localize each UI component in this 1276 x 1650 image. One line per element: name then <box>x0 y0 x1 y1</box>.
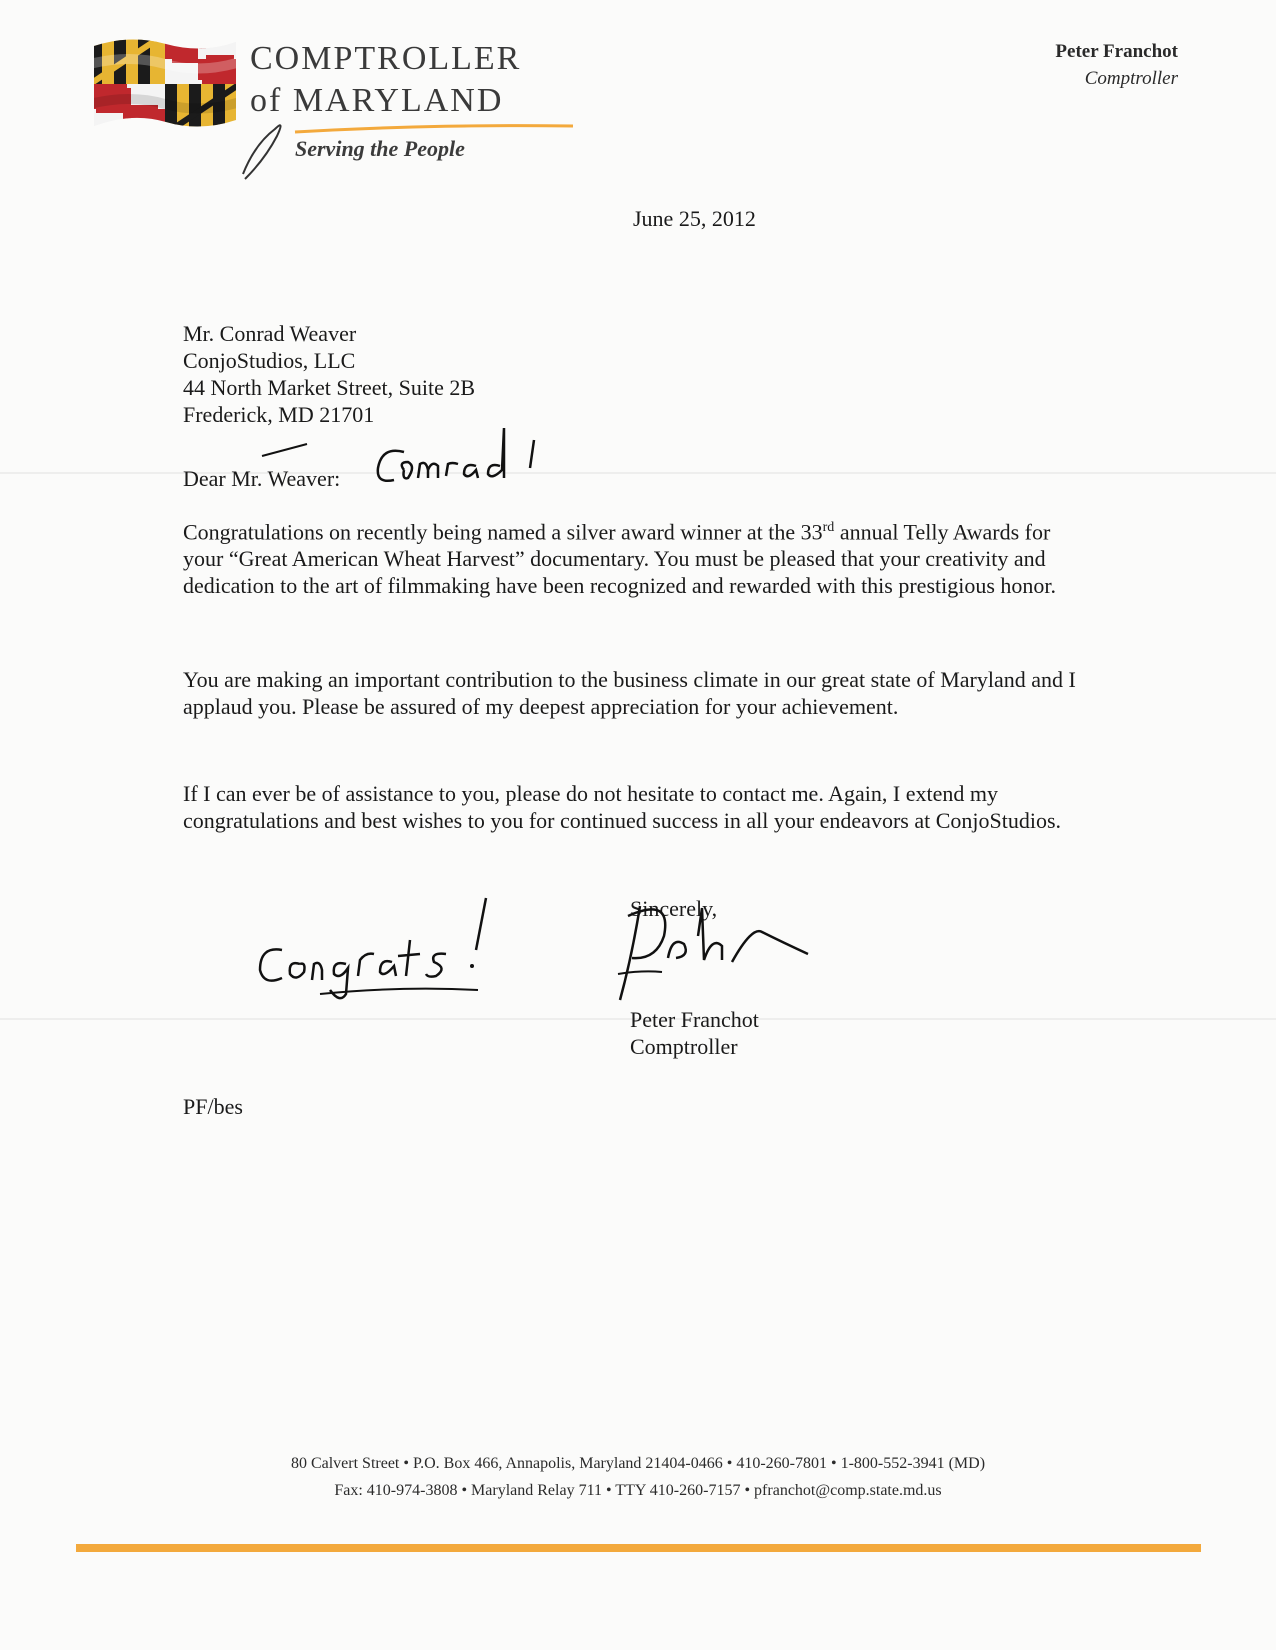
salutation: Dear Mr. Weaver: <box>183 466 341 491</box>
signer-block <box>630 1006 759 1060</box>
paragraph-2: You are making an important contribution to the business climate in our great state of Maryland and I applaud you. Please be assured of my deepest appreciation for your achievement. <box>183 667 1076 719</box>
reference-initials: PF/bes <box>183 1094 243 1119</box>
logo-title-line2: of MARYLAND <box>250 82 504 119</box>
recipient-name: Mr. Conrad Weaver <box>183 321 357 346</box>
maryland-flag-icon <box>90 34 240 134</box>
ordinal-suffix: rd <box>822 520 835 535</box>
paragraph-1-start: Congratulations on recently being named a silver award winner at the 33 <box>183 519 823 545</box>
recipient-street: 44 North Market Street, Suite 2B <box>183 375 476 400</box>
recipient-address <box>183 320 475 428</box>
recipient-company: ConjoStudios, LLC <box>183 348 356 373</box>
handwritten-congrats <box>250 890 530 1010</box>
letter-date: June 25, 2012 <box>633 206 756 231</box>
logo-title-line1: COMPTROLLER <box>250 40 522 77</box>
recipient-city: Frederick, MD 21701 <box>183 402 375 427</box>
sender-title: Comptroller <box>1084 68 1178 89</box>
logo-tagline: Serving the People <box>295 136 465 161</box>
signer-title: Comptroller <box>630 1034 738 1059</box>
paragraph-1 <box>183 514 1083 599</box>
signer-name: Peter Franchot <box>630 1007 759 1032</box>
paragraph-1-end: annual Telly Awards for your “Great American Wheat Harvest” documentary. You must be pleased that your creativity and dedication to the art of filmmaking have been recognized and rewarded with this prestigious honor. <box>183 519 1057 599</box>
sender-name: Peter Franchot <box>1055 41 1178 62</box>
closing: Sincerely, <box>630 896 718 921</box>
footer-contact: Fax: 410-974-3808 • Maryland Relay 711 • TTY 410-260-7157 • pfranchot@comp.state.md.us <box>334 1482 942 1499</box>
footer-address: 80 Calvert Street • P.O. Box 466, Annapolis, Maryland 21404-0466 • 410-260-7801 • 1-800-552-3941 (MD) <box>290 1455 986 1472</box>
letterhead-sender <box>1055 38 1178 92</box>
footer-accent-rule <box>76 1544 1201 1552</box>
paragraph-3: If I can ever be of assistance to you, please do not hesitate to contact me. Again, I extend my congratulations and best wishes to you for continued success in all your endeavors at ConjoStudios. <box>183 781 1062 833</box>
exclamation-dot <box>470 964 474 968</box>
comptroller-logo <box>90 34 570 174</box>
